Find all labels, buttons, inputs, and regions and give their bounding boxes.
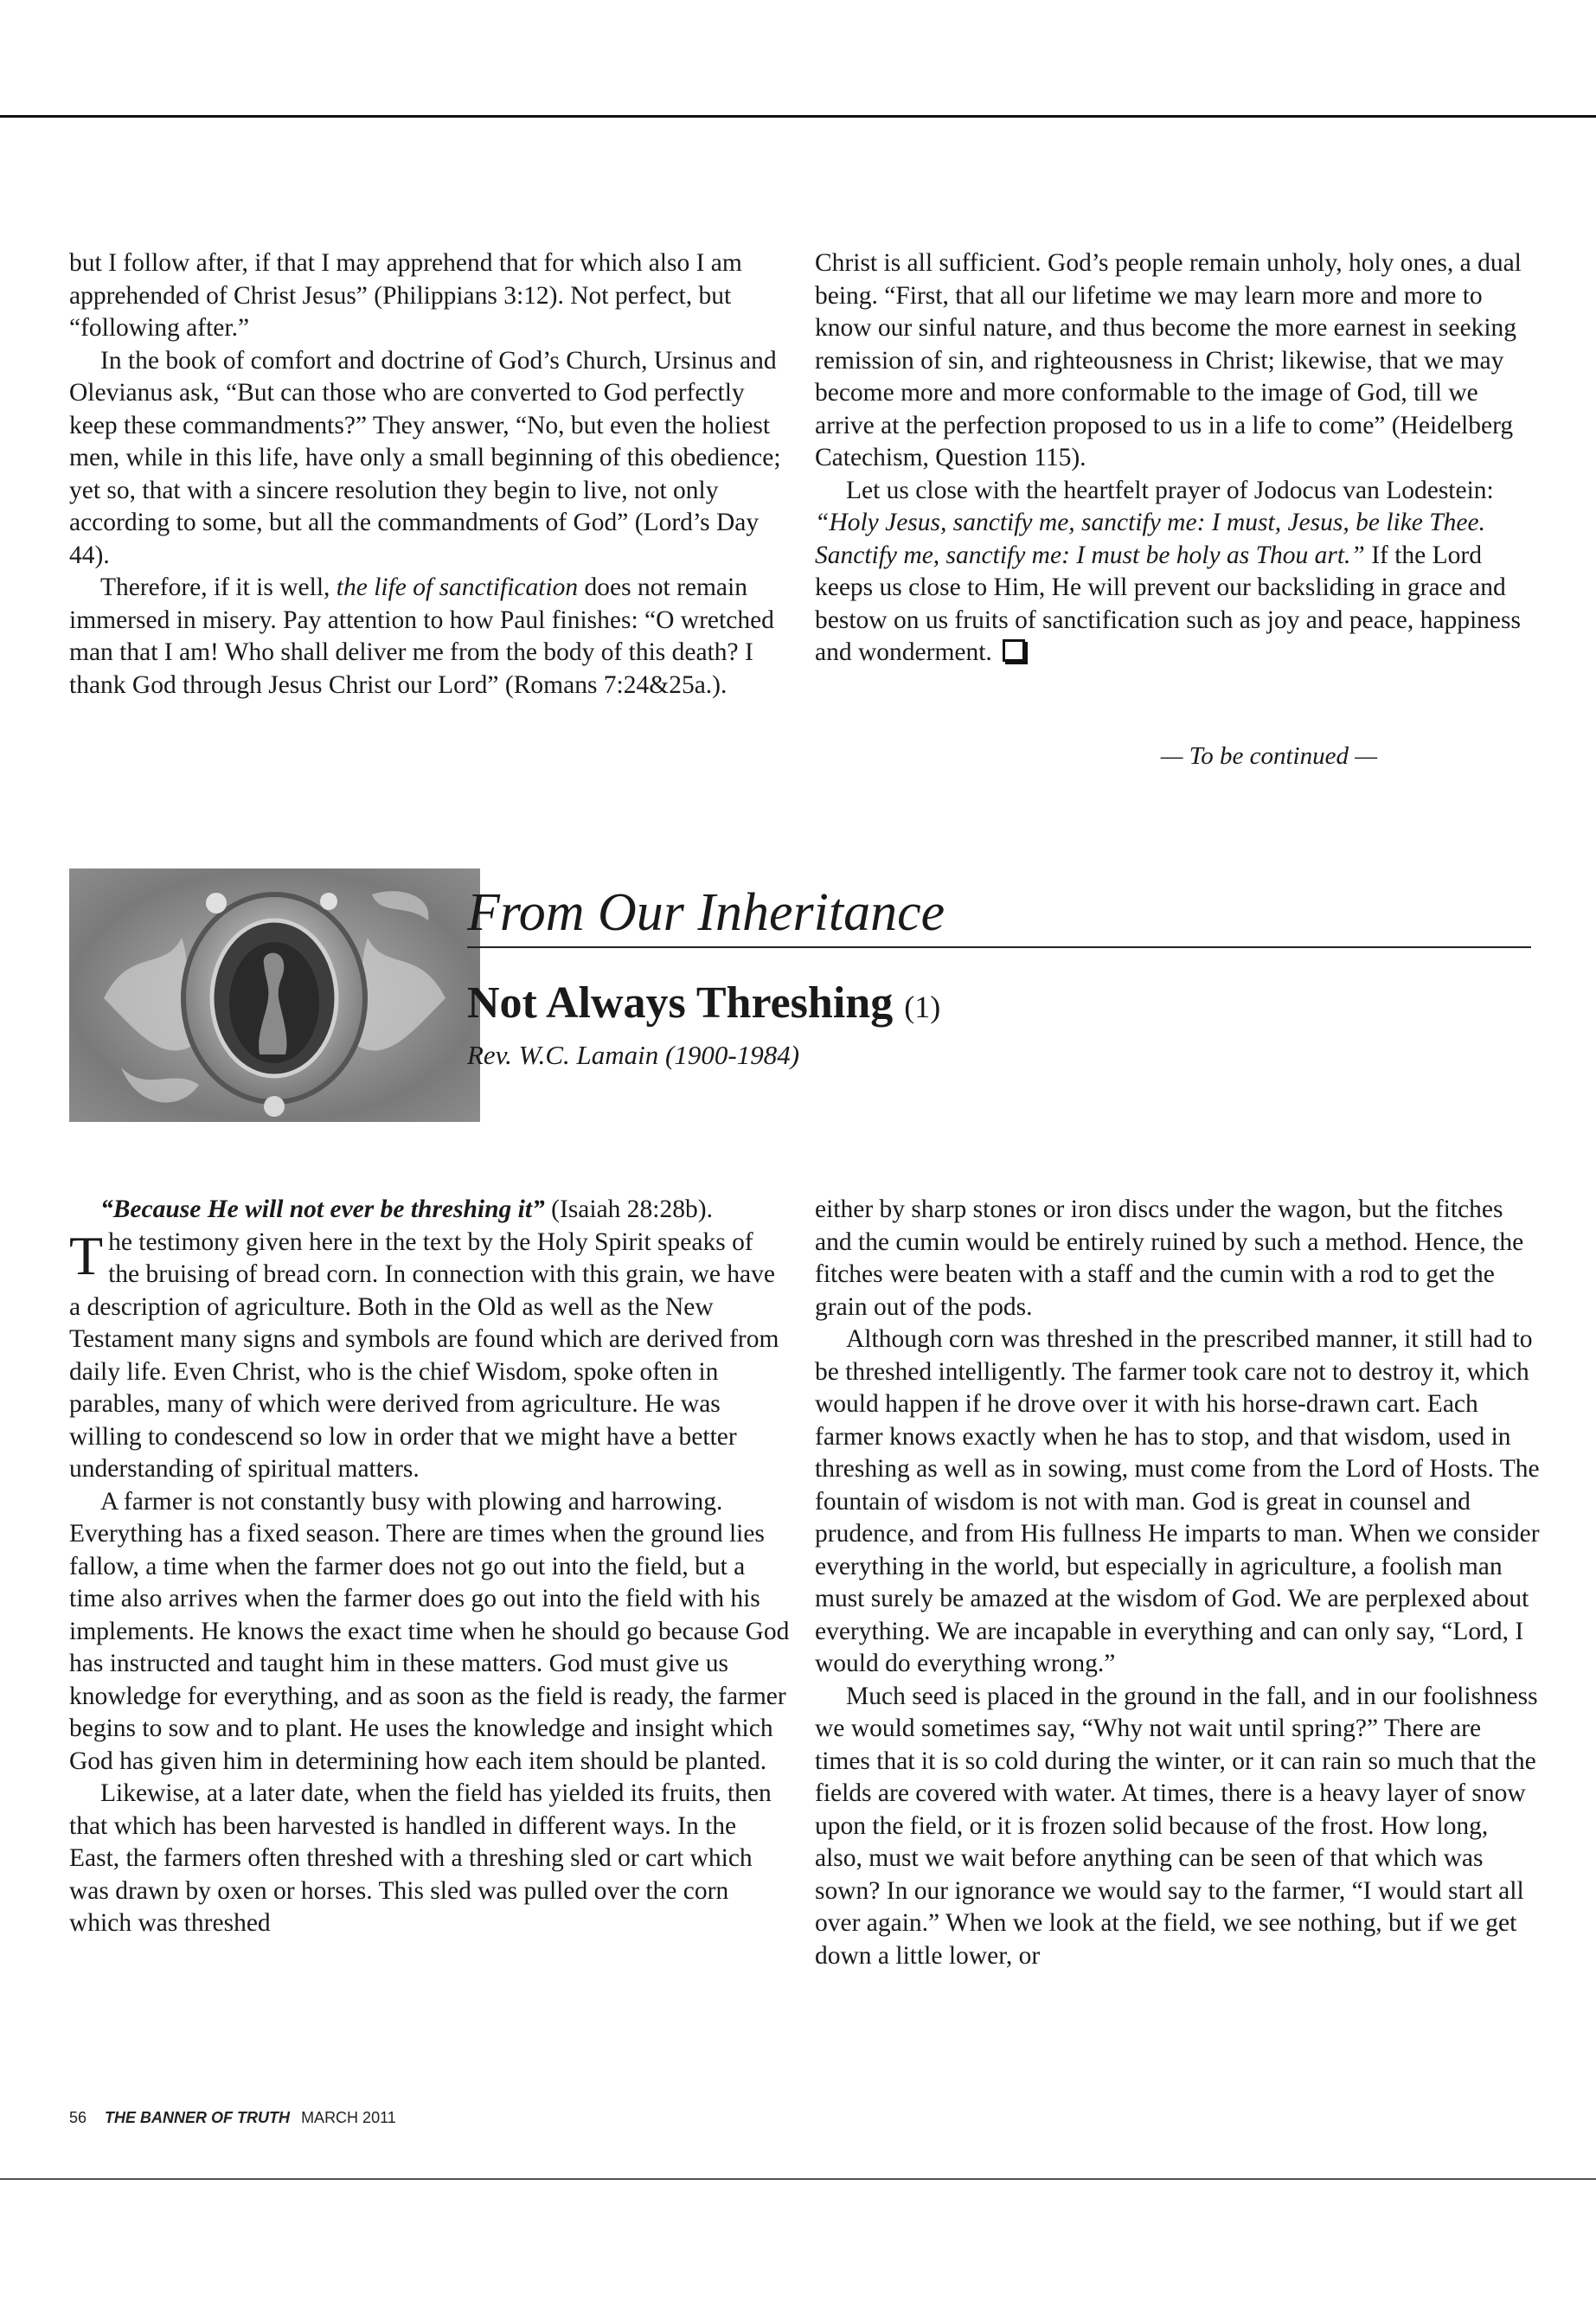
to-be-continued: — To be continued —	[1160, 742, 1377, 770]
paragraph: Christ is all sufficient. God’s people remain unholy, holy ones, a dual being. “First, that all our lifetime we may learn more and more to know our sinful nature, and thus become the more earnest in seeking remission of sin, and righteousness in Christ; likewise, that we may become more and more conformable to the image of God, till we arrive at the perfection proposed to us in a life to come” (Heidelberg Catechism, Question 115).	[815, 249, 1522, 471]
paragraph: either by sharp stones or iron discs under the wagon, but the fitches and the cumin would be entirely ruined by such a method. Hence, the fitches were beaten with a staff and the cumin with a rod to get the grain out of the pods.	[815, 1195, 1524, 1321]
paragraph: Much seed is placed in the ground in the fall, and in our foolishness we would sometimes say, “Why not wait until spring?” There are times that it is so cold during the winter, or it can rain so much that the fields are covered with water. At times, there is a heavy layer of snow upon the field, or it is frozen solid because of the frost. How long, also, must we wait before anything can be seen of that which was sown? In our ignorance we would say to the farmer, “I would start all over again.” When we look at the field, we see nothing, but if we get down a little lower, or	[815, 1682, 1538, 1970]
page-number: 56	[69, 2109, 87, 2126]
top-rule	[0, 115, 1596, 118]
paragraph-text: does not remain immersed in misery. Pay attention to how Paul finishes: “O wretched man that I am! Who shall deliver me from the body of this death? I thank God through Jesus Christ our Lord” (Romans 7:24&25a.).	[69, 574, 774, 699]
paragraph-text: he testimony given here in the text by the Holy Spirit speaks of the bruising of bread corn. In connection with this grain, we have a description of agriculture. Both in the Old as well as the New Testament many signs and symbols are found which are derived from daily life. Even Christ, who is the chief Wisdom, spoke often in parables, many of which were derived from agriculture. He was willing to condescend so low in order that we might have a better understanding of spiritual matters.	[69, 1227, 779, 1483]
epigraph-reference: (Isaiah 28:28b).	[544, 1195, 713, 1223]
article-right-column	[815, 1194, 1540, 1972]
paragraph: Although corn was threshed in the prescribed manner, it still had to be threshed intelligently. The farmer took care not to destroy it, which would happen if he drove over it with his horse-drawn cart. Each farmer knows exactly when he has to stop, and that wisdom, used in threshing as well as in sowing, must come from the Lord of Hosts. The fountain of wisdom is not with man. God is great in counsel and prudence, and from His fullness He imparts to man. When we consider everything in the world, but especially in agriculture, a foolish man must surely be amazed at the wisdom of God. We are perplexed about everything. We are incapable in everything and can only say, “Lord, I would do everything wrong.”	[815, 1325, 1540, 1677]
paragraph: Likewise, at a later date, when the field has yielded its fruits, then that which has been harvested is handled in different ways. In the East, the farmers often threshed with a threshing sled or cart which was drawn by oxen or horses. This sled was pulled over the corn which was threshed	[69, 1779, 772, 1937]
paragraph-text: Let us close with the heartfelt prayer of Jodocus van Lodestein:	[846, 476, 1494, 504]
page-footer	[69, 2109, 396, 2127]
paragraph: A farmer is not constantly busy with plowing and harrowing. Everything has a fixed season. There are times when the ground lies fallow, a time when the farmer does not go out into the field, but a time also arrives when the farmer does go out into the field with his implements. He knows the exact time when he should go because God has instructed and taught him in these matters. God must give us knowledge for everything, and as soon as the field is ready, the farmer begins to sow and to plant. He uses the knowledge and insight which God has given him in determining how each item should be planted.	[69, 1487, 790, 1775]
paragraph: but I follow after, if that I may apprehend that for which also I am apprehended of Christ Jesus” (Philippians 3:12). Not perfect, but “following after.”	[69, 249, 742, 342]
article-author: Rev. W.C. Lamain (1900-1984)	[467, 1040, 800, 1070]
article-title-text: Not Always Threshing	[467, 978, 894, 1028]
epigraph	[69, 1194, 790, 1227]
bottom-rule	[0, 2178, 1596, 2180]
paragraph: In the book of comfort and doctrine of God’s Church, Ursinus and Olevianus ask, “But can those who are converted to God perfectly keep these commandments?” They answer, “No, but even the holiest men, while in this life, have only a small beginning of this obedience; yet so, that with a sincere resolution they begin to live, not only according to some, but all the commandments of God” (Lord’s Day 44).	[69, 346, 781, 569]
issue-date: MARCH 2011	[301, 2109, 396, 2126]
article-title	[467, 977, 940, 1029]
paragraph	[69, 1224, 790, 1486]
section-title: From Our Inheritance	[467, 883, 945, 942]
magazine-name: THE BANNER OF TRUTH	[105, 2109, 291, 2126]
heirloom-locket-photo	[69, 868, 480, 1122]
end-of-article-icon	[1003, 639, 1025, 662]
top-left-column	[69, 247, 790, 702]
locket-icon	[69, 868, 480, 1122]
article-part-number: (1)	[904, 990, 941, 1024]
epigraph-quote: “Because He will not ever be threshing it”	[100, 1195, 545, 1223]
article-left-column	[69, 1194, 790, 1940]
paragraph-text: Therefore, if it is well,	[100, 574, 337, 601]
section-rule	[467, 946, 1531, 948]
emphasis-text: the life of sanctification	[336, 574, 579, 601]
paragraph-text: If the Lord keeps us close to Him, He will prevent our backsliding in grace and bestow on us fruits of sanctification such as joy and peace, happiness and wonderment.	[815, 541, 1521, 666]
top-right-column	[815, 247, 1540, 670]
prayer-quote: “Holy Jesus, sanctify me, sanctify me: I must, Jesus, be like Thee. Sanctify me, sanctify me: I must be holy as Thou art.”	[815, 509, 1485, 569]
paragraph	[69, 572, 790, 702]
drop-cap: T	[69, 1224, 104, 1286]
paragraph	[815, 475, 1540, 670]
